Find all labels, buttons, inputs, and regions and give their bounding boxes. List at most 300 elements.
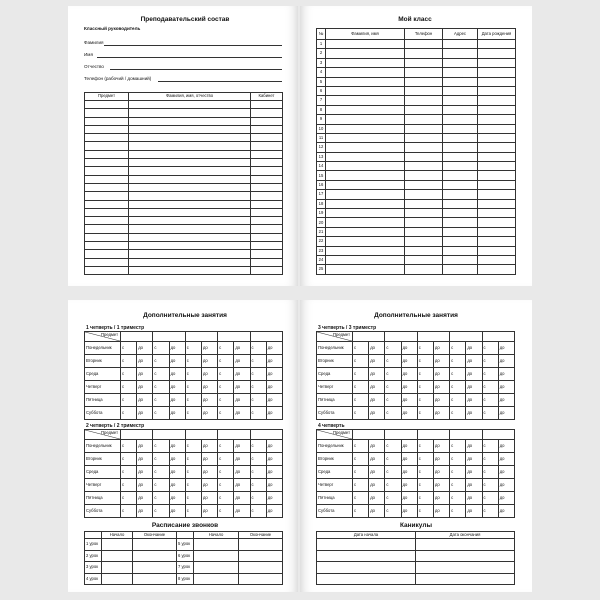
teacher-field-line[interactable] xyxy=(158,81,282,82)
table-cell[interactable] xyxy=(326,86,405,95)
table-cell[interactable] xyxy=(251,183,283,191)
time-to-cell[interactable]: до xyxy=(234,342,250,355)
subject-input-cell[interactable] xyxy=(482,430,514,440)
time-from-cell[interactable]: с xyxy=(121,342,137,355)
time-from-cell[interactable]: с xyxy=(185,368,201,381)
date-cell[interactable] xyxy=(416,539,515,551)
table-cell[interactable] xyxy=(251,109,283,117)
table-cell[interactable] xyxy=(129,258,251,266)
time-cell[interactable] xyxy=(239,573,283,585)
table-cell[interactable] xyxy=(326,133,405,142)
time-from-cell[interactable]: с xyxy=(450,466,466,479)
table-cell[interactable] xyxy=(85,109,129,117)
table-cell[interactable] xyxy=(478,96,516,105)
time-from-cell[interactable]: с xyxy=(385,492,401,505)
table-cell[interactable] xyxy=(478,218,516,227)
date-cell[interactable] xyxy=(416,550,515,562)
date-cell[interactable] xyxy=(317,539,416,551)
time-to-cell[interactable]: до xyxy=(498,407,514,420)
table-cell[interactable] xyxy=(85,125,129,133)
subject-input-cell[interactable] xyxy=(121,332,153,342)
table-cell[interactable] xyxy=(326,96,405,105)
table-cell[interactable] xyxy=(85,217,129,225)
table-cell[interactable] xyxy=(478,68,516,77)
time-to-cell[interactable]: до xyxy=(466,368,482,381)
time-to-cell[interactable]: до xyxy=(369,368,385,381)
table-cell[interactable] xyxy=(405,190,443,199)
time-from-cell[interactable]: с xyxy=(218,394,234,407)
table-cell[interactable] xyxy=(443,124,478,133)
table-cell[interactable] xyxy=(129,208,251,216)
time-from-cell[interactable]: с xyxy=(450,492,466,505)
table-cell[interactable] xyxy=(405,218,443,227)
table-cell[interactable] xyxy=(443,58,478,67)
table-cell[interactable] xyxy=(326,190,405,199)
time-to-cell[interactable]: до xyxy=(433,505,449,518)
time-to-cell[interactable]: до xyxy=(466,394,482,407)
table-cell[interactable] xyxy=(326,255,405,264)
time-from-cell[interactable]: с xyxy=(121,479,137,492)
time-to-cell[interactable]: до xyxy=(401,466,417,479)
table-cell[interactable] xyxy=(443,209,478,218)
table-cell[interactable] xyxy=(326,180,405,189)
table-cell[interactable] xyxy=(129,242,251,250)
time-from-cell[interactable]: с xyxy=(482,466,498,479)
table-cell[interactable] xyxy=(478,209,516,218)
table-cell[interactable] xyxy=(478,162,516,171)
time-from-cell[interactable]: с xyxy=(185,453,201,466)
time-to-cell[interactable]: до xyxy=(498,394,514,407)
subject-input-cell[interactable] xyxy=(250,332,282,342)
time-from-cell[interactable]: с xyxy=(417,466,433,479)
table-cell[interactable] xyxy=(326,218,405,227)
time-to-cell[interactable]: до xyxy=(137,453,153,466)
table-cell[interactable] xyxy=(443,115,478,124)
time-to-cell[interactable]: до xyxy=(137,479,153,492)
time-from-cell[interactable]: с xyxy=(385,505,401,518)
table-cell[interactable] xyxy=(326,209,405,218)
time-to-cell[interactable]: до xyxy=(201,505,217,518)
table-cell[interactable] xyxy=(443,105,478,114)
time-from-cell[interactable]: с xyxy=(450,407,466,420)
time-to-cell[interactable]: до xyxy=(498,492,514,505)
table-cell[interactable] xyxy=(85,233,129,241)
time-from-cell[interactable]: с xyxy=(353,407,369,420)
time-to-cell[interactable]: до xyxy=(498,453,514,466)
table-cell[interactable] xyxy=(478,180,516,189)
table-cell[interactable] xyxy=(478,58,516,67)
table-cell[interactable] xyxy=(443,246,478,255)
subject-input-cell[interactable] xyxy=(450,332,482,342)
time-cell[interactable] xyxy=(102,550,133,562)
time-from-cell[interactable]: с xyxy=(417,505,433,518)
table-cell[interactable] xyxy=(251,242,283,250)
time-to-cell[interactable]: до xyxy=(266,505,282,518)
time-to-cell[interactable]: до xyxy=(234,505,250,518)
table-cell[interactable] xyxy=(478,237,516,246)
time-from-cell[interactable]: с xyxy=(185,492,201,505)
time-from-cell[interactable]: с xyxy=(417,440,433,453)
time-from-cell[interactable]: с xyxy=(185,440,201,453)
time-to-cell[interactable]: до xyxy=(169,453,185,466)
time-to-cell[interactable]: до xyxy=(466,342,482,355)
time-from-cell[interactable]: с xyxy=(450,440,466,453)
time-from-cell[interactable]: с xyxy=(250,479,266,492)
table-cell[interactable] xyxy=(326,105,405,114)
table-cell[interactable] xyxy=(129,217,251,225)
time-to-cell[interactable]: до xyxy=(498,479,514,492)
table-cell[interactable] xyxy=(251,233,283,241)
time-to-cell[interactable]: до xyxy=(369,492,385,505)
time-to-cell[interactable]: до xyxy=(266,466,282,479)
time-to-cell[interactable]: до xyxy=(369,466,385,479)
time-to-cell[interactable]: до xyxy=(369,381,385,394)
time-from-cell[interactable]: с xyxy=(121,407,137,420)
time-from-cell[interactable]: с xyxy=(218,453,234,466)
time-from-cell[interactable]: с xyxy=(385,355,401,368)
table-cell[interactable] xyxy=(478,124,516,133)
table-cell[interactable] xyxy=(405,209,443,218)
time-cell[interactable] xyxy=(239,550,283,562)
time-to-cell[interactable]: до xyxy=(466,505,482,518)
table-cell[interactable] xyxy=(443,227,478,236)
table-cell[interactable] xyxy=(478,40,516,49)
table-cell[interactable] xyxy=(405,86,443,95)
time-cell[interactable] xyxy=(239,562,283,574)
time-cell[interactable] xyxy=(133,562,177,574)
time-from-cell[interactable]: с xyxy=(353,492,369,505)
subject-input-cell[interactable] xyxy=(250,430,282,440)
time-to-cell[interactable]: до xyxy=(137,492,153,505)
time-to-cell[interactable]: до xyxy=(466,453,482,466)
table-cell[interactable] xyxy=(326,40,405,49)
time-from-cell[interactable]: с xyxy=(218,505,234,518)
table-cell[interactable] xyxy=(405,68,443,77)
table-cell[interactable] xyxy=(443,199,478,208)
time-to-cell[interactable]: до xyxy=(498,368,514,381)
table-cell[interactable] xyxy=(251,101,283,109)
time-from-cell[interactable]: с xyxy=(385,453,401,466)
time-to-cell[interactable]: до xyxy=(466,381,482,394)
time-from-cell[interactable]: с xyxy=(450,381,466,394)
time-from-cell[interactable]: с xyxy=(185,505,201,518)
table-cell[interactable] xyxy=(85,150,129,158)
time-from-cell[interactable]: с xyxy=(218,342,234,355)
table-cell[interactable] xyxy=(326,152,405,161)
table-cell[interactable] xyxy=(478,77,516,86)
subject-input-cell[interactable] xyxy=(385,332,417,342)
table-cell[interactable] xyxy=(478,152,516,161)
subject-input-cell[interactable] xyxy=(450,430,482,440)
time-to-cell[interactable]: до xyxy=(169,342,185,355)
time-from-cell[interactable]: с xyxy=(218,355,234,368)
table-cell[interactable] xyxy=(85,183,129,191)
time-from-cell[interactable]: с xyxy=(218,381,234,394)
time-to-cell[interactable]: до xyxy=(201,407,217,420)
table-cell[interactable] xyxy=(251,225,283,233)
table-cell[interactable] xyxy=(405,133,443,142)
time-from-cell[interactable]: с xyxy=(250,394,266,407)
time-to-cell[interactable]: до xyxy=(433,453,449,466)
table-cell[interactable] xyxy=(443,265,478,274)
time-from-cell[interactable]: с xyxy=(353,505,369,518)
time-to-cell[interactable]: до xyxy=(498,466,514,479)
time-to-cell[interactable]: до xyxy=(234,368,250,381)
time-to-cell[interactable]: до xyxy=(137,440,153,453)
time-to-cell[interactable]: до xyxy=(498,505,514,518)
subject-input-cell[interactable] xyxy=(185,430,217,440)
time-to-cell[interactable]: до xyxy=(169,440,185,453)
table-cell[interactable] xyxy=(405,162,443,171)
time-to-cell[interactable]: до xyxy=(201,440,217,453)
time-to-cell[interactable]: до xyxy=(466,355,482,368)
time-to-cell[interactable]: до xyxy=(266,407,282,420)
table-cell[interactable] xyxy=(326,124,405,133)
table-cell[interactable] xyxy=(326,237,405,246)
time-from-cell[interactable]: с xyxy=(482,342,498,355)
time-to-cell[interactable]: до xyxy=(466,407,482,420)
table-cell[interactable] xyxy=(478,143,516,152)
subject-input-cell[interactable] xyxy=(417,332,449,342)
table-cell[interactable] xyxy=(85,175,129,183)
time-from-cell[interactable]: с xyxy=(153,466,169,479)
time-from-cell[interactable]: с xyxy=(385,381,401,394)
table-cell[interactable] xyxy=(129,117,251,125)
time-from-cell[interactable]: с xyxy=(218,479,234,492)
time-to-cell[interactable]: до xyxy=(234,479,250,492)
time-to-cell[interactable]: до xyxy=(433,381,449,394)
time-to-cell[interactable]: до xyxy=(201,368,217,381)
time-from-cell[interactable]: с xyxy=(121,368,137,381)
time-from-cell[interactable]: с xyxy=(153,381,169,394)
time-to-cell[interactable]: до xyxy=(201,479,217,492)
time-to-cell[interactable]: до xyxy=(369,453,385,466)
time-cell[interactable] xyxy=(194,573,239,585)
time-from-cell[interactable]: с xyxy=(250,453,266,466)
time-to-cell[interactable]: до xyxy=(201,466,217,479)
table-cell[interactable] xyxy=(405,237,443,246)
table-cell[interactable] xyxy=(326,246,405,255)
time-from-cell[interactable]: с xyxy=(450,368,466,381)
table-cell[interactable] xyxy=(405,152,443,161)
time-from-cell[interactable]: с xyxy=(482,381,498,394)
time-to-cell[interactable]: до xyxy=(401,355,417,368)
time-to-cell[interactable]: до xyxy=(266,355,282,368)
table-cell[interactable] xyxy=(251,208,283,216)
table-cell[interactable] xyxy=(443,40,478,49)
table-cell[interactable] xyxy=(405,124,443,133)
date-cell[interactable] xyxy=(416,562,515,574)
time-from-cell[interactable]: с xyxy=(250,381,266,394)
time-from-cell[interactable]: с xyxy=(482,505,498,518)
time-from-cell[interactable]: с xyxy=(417,355,433,368)
table-cell[interactable] xyxy=(405,246,443,255)
table-cell[interactable] xyxy=(129,175,251,183)
time-from-cell[interactable]: с xyxy=(482,453,498,466)
table-cell[interactable] xyxy=(129,225,251,233)
table-cell[interactable] xyxy=(251,258,283,266)
time-from-cell[interactable]: с xyxy=(482,479,498,492)
time-to-cell[interactable]: до xyxy=(169,492,185,505)
time-cell[interactable] xyxy=(194,562,239,574)
table-cell[interactable] xyxy=(326,49,405,58)
time-to-cell[interactable]: до xyxy=(498,355,514,368)
date-cell[interactable] xyxy=(416,573,515,585)
table-cell[interactable] xyxy=(478,49,516,58)
table-cell[interactable] xyxy=(129,192,251,200)
time-to-cell[interactable]: до xyxy=(401,479,417,492)
table-cell[interactable] xyxy=(443,152,478,161)
time-from-cell[interactable]: с xyxy=(185,342,201,355)
table-cell[interactable] xyxy=(443,68,478,77)
table-cell[interactable] xyxy=(443,255,478,264)
time-cell[interactable] xyxy=(102,562,133,574)
time-from-cell[interactable]: с xyxy=(353,440,369,453)
time-from-cell[interactable]: с xyxy=(218,368,234,381)
time-to-cell[interactable]: до xyxy=(137,407,153,420)
time-from-cell[interactable]: с xyxy=(153,492,169,505)
time-to-cell[interactable]: до xyxy=(234,440,250,453)
time-from-cell[interactable]: с xyxy=(121,355,137,368)
time-to-cell[interactable]: до xyxy=(234,381,250,394)
table-cell[interactable] xyxy=(443,162,478,171)
time-to-cell[interactable]: до xyxy=(433,407,449,420)
time-to-cell[interactable]: до xyxy=(201,453,217,466)
time-from-cell[interactable]: с xyxy=(185,381,201,394)
time-from-cell[interactable]: с xyxy=(385,479,401,492)
time-to-cell[interactable]: до xyxy=(266,453,282,466)
table-cell[interactable] xyxy=(478,199,516,208)
table-cell[interactable] xyxy=(251,117,283,125)
time-to-cell[interactable]: до xyxy=(266,492,282,505)
table-cell[interactable] xyxy=(251,217,283,225)
time-to-cell[interactable]: до xyxy=(169,368,185,381)
time-from-cell[interactable]: с xyxy=(417,407,433,420)
table-cell[interactable] xyxy=(129,134,251,142)
time-to-cell[interactable]: до xyxy=(369,355,385,368)
time-to-cell[interactable]: до xyxy=(266,440,282,453)
time-to-cell[interactable]: до xyxy=(137,466,153,479)
time-from-cell[interactable]: с xyxy=(121,394,137,407)
time-from-cell[interactable]: с xyxy=(482,407,498,420)
time-from-cell[interactable]: с xyxy=(385,368,401,381)
time-to-cell[interactable]: до xyxy=(401,453,417,466)
time-from-cell[interactable]: с xyxy=(121,466,137,479)
table-cell[interactable] xyxy=(326,171,405,180)
time-to-cell[interactable]: до xyxy=(369,505,385,518)
table-cell[interactable] xyxy=(478,171,516,180)
time-to-cell[interactable]: до xyxy=(266,394,282,407)
time-to-cell[interactable]: до xyxy=(498,342,514,355)
time-to-cell[interactable]: до xyxy=(169,407,185,420)
time-to-cell[interactable]: до xyxy=(401,368,417,381)
table-cell[interactable] xyxy=(85,200,129,208)
teacher-field-line[interactable] xyxy=(110,69,282,70)
date-cell[interactable] xyxy=(317,573,416,585)
time-to-cell[interactable]: до xyxy=(466,440,482,453)
time-from-cell[interactable]: с xyxy=(153,394,169,407)
table-cell[interactable] xyxy=(326,265,405,274)
table-cell[interactable] xyxy=(326,162,405,171)
time-from-cell[interactable]: с xyxy=(482,368,498,381)
table-cell[interactable] xyxy=(478,255,516,264)
time-to-cell[interactable]: до xyxy=(401,394,417,407)
table-cell[interactable] xyxy=(405,77,443,86)
time-from-cell[interactable]: с xyxy=(450,505,466,518)
table-cell[interactable] xyxy=(85,167,129,175)
table-cell[interactable] xyxy=(251,200,283,208)
time-from-cell[interactable]: с xyxy=(353,453,369,466)
time-from-cell[interactable]: с xyxy=(353,342,369,355)
time-from-cell[interactable]: с xyxy=(250,466,266,479)
time-to-cell[interactable]: до xyxy=(169,505,185,518)
time-from-cell[interactable]: с xyxy=(250,492,266,505)
table-cell[interactable] xyxy=(405,171,443,180)
time-to-cell[interactable]: до xyxy=(169,479,185,492)
time-from-cell[interactable]: с xyxy=(353,355,369,368)
table-cell[interactable] xyxy=(405,265,443,274)
time-cell[interactable] xyxy=(133,550,177,562)
time-to-cell[interactable]: до xyxy=(433,368,449,381)
time-to-cell[interactable]: до xyxy=(234,355,250,368)
table-cell[interactable] xyxy=(129,266,251,274)
time-from-cell[interactable]: с xyxy=(218,466,234,479)
table-cell[interactable] xyxy=(478,115,516,124)
time-from-cell[interactable]: с xyxy=(218,440,234,453)
time-to-cell[interactable]: до xyxy=(401,492,417,505)
time-to-cell[interactable]: до xyxy=(266,479,282,492)
time-to-cell[interactable]: до xyxy=(137,381,153,394)
table-cell[interactable] xyxy=(85,258,129,266)
table-cell[interactable] xyxy=(85,134,129,142)
time-to-cell[interactable]: до xyxy=(466,492,482,505)
table-cell[interactable] xyxy=(85,250,129,258)
table-cell[interactable] xyxy=(405,96,443,105)
time-from-cell[interactable]: с xyxy=(250,407,266,420)
table-cell[interactable] xyxy=(405,255,443,264)
table-cell[interactable] xyxy=(129,159,251,167)
time-from-cell[interactable]: с xyxy=(121,505,137,518)
table-cell[interactable] xyxy=(326,143,405,152)
time-to-cell[interactable]: до xyxy=(234,407,250,420)
time-from-cell[interactable]: с xyxy=(353,394,369,407)
time-to-cell[interactable]: до xyxy=(433,355,449,368)
table-cell[interactable] xyxy=(251,266,283,274)
table-cell[interactable] xyxy=(251,167,283,175)
time-to-cell[interactable]: до xyxy=(466,466,482,479)
table-cell[interactable] xyxy=(478,265,516,274)
teacher-field-line[interactable] xyxy=(104,45,282,46)
table-cell[interactable] xyxy=(129,109,251,117)
table-cell[interactable] xyxy=(326,77,405,86)
subject-input-cell[interactable] xyxy=(153,332,185,342)
time-cell[interactable] xyxy=(102,539,133,551)
table-cell[interactable] xyxy=(478,105,516,114)
time-to-cell[interactable]: до xyxy=(369,407,385,420)
time-to-cell[interactable]: до xyxy=(201,394,217,407)
time-from-cell[interactable]: с xyxy=(121,492,137,505)
time-from-cell[interactable]: с xyxy=(153,342,169,355)
time-to-cell[interactable]: до xyxy=(266,368,282,381)
table-cell[interactable] xyxy=(129,167,251,175)
time-to-cell[interactable]: до xyxy=(401,381,417,394)
table-cell[interactable] xyxy=(326,227,405,236)
time-from-cell[interactable]: с xyxy=(353,479,369,492)
time-to-cell[interactable]: до xyxy=(369,440,385,453)
subject-input-cell[interactable] xyxy=(121,430,153,440)
table-cell[interactable] xyxy=(85,142,129,150)
table-cell[interactable] xyxy=(251,142,283,150)
